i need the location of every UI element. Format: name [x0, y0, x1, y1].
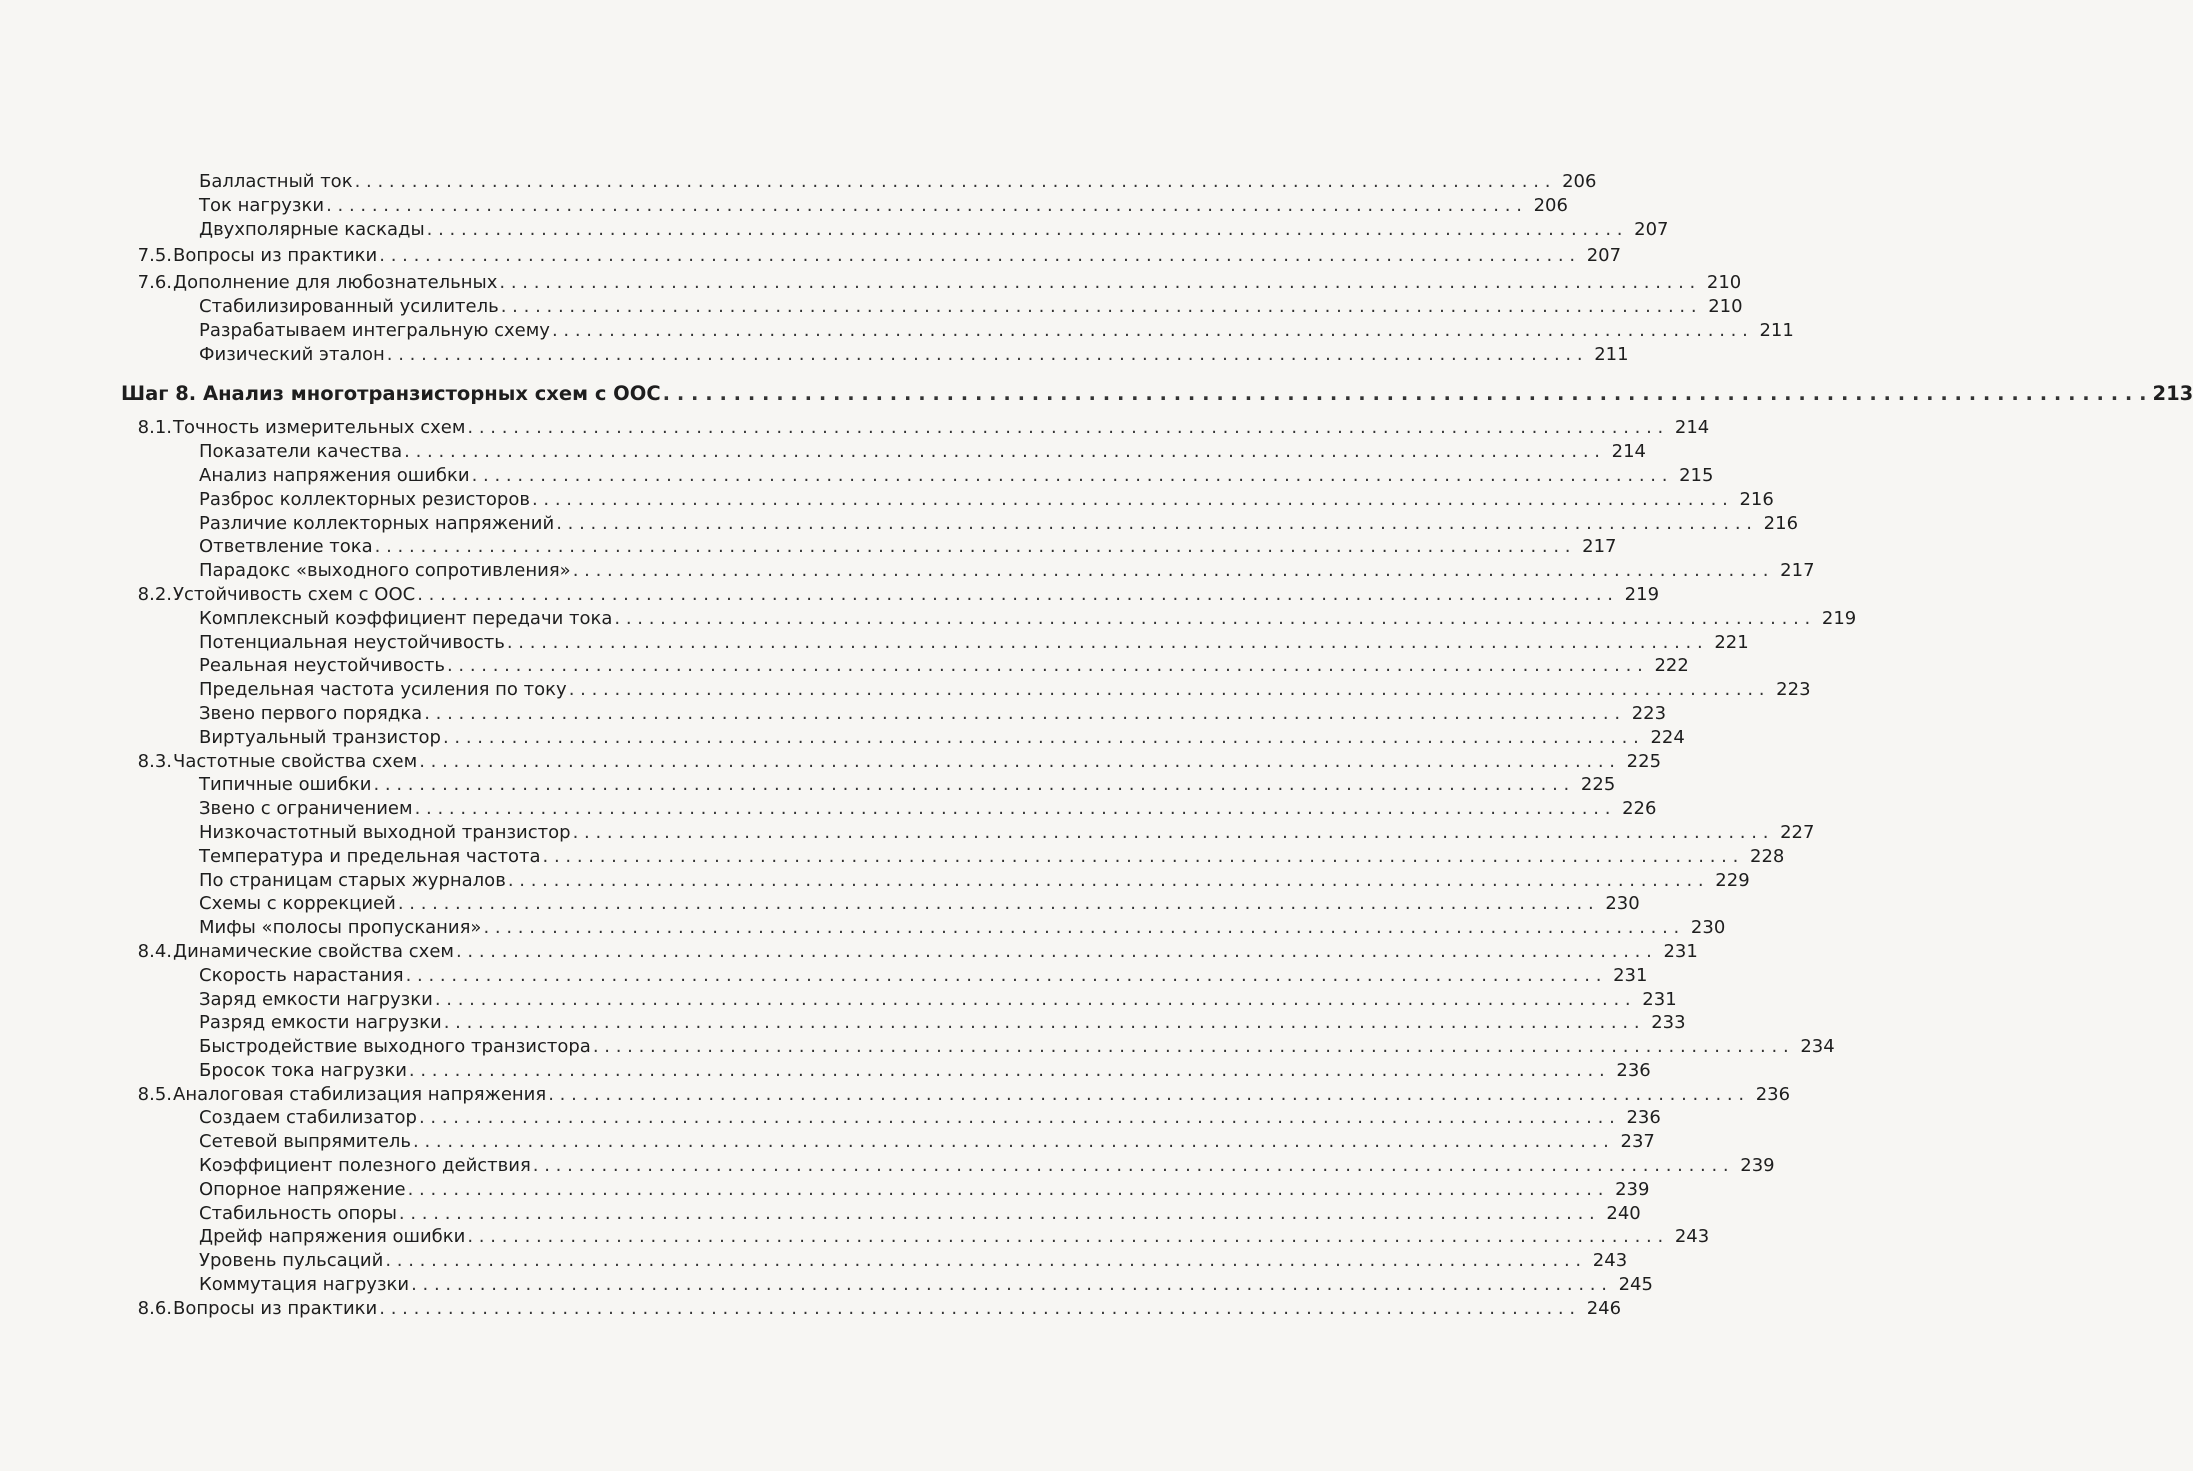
page-number: 231 — [1642, 988, 1677, 1010]
entry-title: Стабилизированный усилитель — [199, 295, 499, 317]
entry-title: Быстродействие выходного транзистора — [199, 1036, 591, 1058]
toc-section-entry — [120, 244, 1622, 268]
toc-section-entry — [120, 750, 1662, 774]
dot-leader — [417, 583, 1613, 607]
dot-leader — [467, 416, 1663, 440]
page-number: 207 — [1634, 218, 1669, 240]
toc-subsection-entry — [120, 845, 1785, 869]
dot-leader — [533, 1154, 1729, 1178]
entry-title: Типичные ошибки — [199, 774, 372, 796]
toc-subsection-entry — [120, 631, 1749, 655]
entry-title: Коэффициент полезного действия — [199, 1155, 531, 1177]
dot-leader — [398, 892, 1594, 916]
page-number: 206 — [1562, 171, 1597, 192]
page-number: 226 — [1622, 798, 1657, 820]
toc-subsection-entry — [120, 1273, 1653, 1297]
entry-title: Динамические свойства схем — [173, 940, 454, 962]
entry-title: Комплексный коэффициент передачи тока — [199, 607, 613, 629]
dot-leader — [552, 319, 1748, 343]
page-number: 216 — [1763, 512, 1799, 534]
entry-title: Показатели качества — [199, 441, 403, 463]
entry-title: Физический эталон — [199, 343, 385, 365]
entry-title: Бросок тока нагрузки — [199, 1059, 407, 1081]
toc-subsection-entry — [120, 916, 1726, 940]
entry-title: Реальная неустойчивость — [199, 655, 445, 677]
entry-title: Ток нагрузки — [199, 194, 325, 216]
dot-leader — [543, 845, 1739, 869]
dot-leader — [427, 218, 1623, 242]
section-number: 8.3. — [137, 750, 172, 772]
toc-subsection-entry — [120, 559, 1815, 583]
dot-leader — [419, 750, 1615, 774]
page-number: 217 — [1780, 560, 1815, 582]
dot-leader — [435, 988, 1631, 1012]
dot-leader — [548, 1083, 1744, 1107]
toc-subsection-entry — [120, 343, 1629, 367]
entry-title: Температура и предельная частота — [199, 845, 541, 867]
toc-subsection-entry — [120, 1059, 1651, 1083]
entry-title: Заряд емкости нагрузки — [199, 988, 433, 1010]
toc-subsection-entry — [120, 440, 1647, 464]
entry-title: Балластный ток — [199, 171, 353, 192]
entry-title: Звено первого порядка — [199, 702, 423, 724]
page-number: 207 — [1586, 245, 1622, 267]
toc-subsection-entry — [120, 295, 1743, 319]
entry-title: Анализ напряжения ошибки — [199, 464, 470, 486]
dot-leader — [573, 559, 1769, 583]
page-number: 236 — [1755, 1083, 1791, 1105]
entry-title: Разряд емкости нагрузки — [199, 1012, 442, 1034]
section-number: 8.2. — [137, 583, 172, 605]
toc-subsection-entry — [120, 797, 1657, 821]
toc-section-entry — [120, 1297, 1622, 1321]
page-number: 243 — [1674, 1226, 1710, 1248]
page-number: 237 — [1620, 1131, 1655, 1153]
dot-leader — [406, 964, 1602, 988]
section-number: 8.5. — [137, 1083, 172, 1105]
page-number: 206 — [1533, 194, 1568, 216]
entry-title: Потенциальная неустойчивость — [199, 631, 505, 653]
page-number: 223 — [1776, 679, 1811, 701]
toc-section-entry — [120, 583, 1660, 607]
dot-leader — [483, 916, 1679, 940]
toc-section-entry — [120, 271, 1742, 295]
section-number: 8.1. — [137, 417, 172, 439]
toc-subsection-entry — [120, 607, 1857, 631]
entry-title: Частотные свойства схем — [173, 750, 418, 772]
toc-subsection-entry — [120, 988, 1677, 1012]
page-number: 214 — [1674, 417, 1710, 439]
page-number: 236 — [1626, 1107, 1661, 1129]
toc-subsection-entry — [120, 678, 1811, 702]
dot-leader — [413, 1130, 1609, 1154]
page-number: 221 — [1714, 631, 1749, 653]
toc-subsection-entry — [120, 964, 1648, 988]
toc-section-entry — [120, 940, 1698, 964]
dot-leader — [467, 1225, 1663, 1249]
toc-section-entry — [120, 416, 1710, 440]
page-number: 211 — [1759, 319, 1794, 341]
dot-leader — [663, 378, 2147, 410]
dot-leader — [447, 654, 1643, 678]
page-number: 223 — [1631, 702, 1667, 724]
dot-leader — [444, 1011, 1640, 1035]
dot-leader — [593, 1035, 1789, 1059]
dot-leader — [355, 170, 1551, 194]
page-number: 210 — [1708, 295, 1743, 317]
entry-title: По страницам старых журналов — [199, 869, 506, 891]
entry-title: Разрабатываем интегральную схему — [199, 319, 550, 341]
entry-title: Шаг 8. Анализ многотранзисторных схем с ООС — [121, 382, 661, 406]
page-number: 245 — [1618, 1274, 1653, 1296]
page-number: 231 — [1663, 940, 1698, 962]
entry-title: Предельная частота усиления по току — [199, 679, 567, 701]
entry-title: Вопросы из практики — [173, 1297, 378, 1319]
entry-title: Двухполярные каскады — [199, 218, 425, 240]
page-number: 230 — [1605, 893, 1640, 915]
toc-subsection-entry — [120, 773, 1616, 797]
entry-title: Виртуальный транзистор — [199, 726, 441, 748]
dot-leader — [443, 726, 1639, 750]
entry-title: Дополнение для любознательных — [173, 272, 498, 294]
page-number: 243 — [1592, 1250, 1628, 1272]
entry-title: Дрейф напряжения ошибки — [199, 1226, 466, 1248]
toc-subsection-entry — [120, 869, 1750, 893]
toc-subsection-entry — [120, 218, 1669, 242]
page-number: 239 — [1740, 1155, 1775, 1177]
entry-title: Опорное напряжение — [199, 1178, 406, 1200]
page-number: 228 — [1750, 845, 1785, 867]
dot-leader — [379, 244, 1575, 268]
entry-title: Коммутация нагрузки — [199, 1274, 410, 1296]
dot-leader — [408, 1178, 1604, 1202]
dot-leader — [456, 940, 1652, 964]
dot-leader — [614, 607, 1810, 631]
dot-leader — [472, 464, 1668, 488]
page-number: 213 — [2152, 382, 2193, 406]
dot-leader — [508, 869, 1704, 893]
page-number: 246 — [1586, 1297, 1622, 1319]
section-number: 8.4. — [137, 940, 172, 962]
dot-leader — [404, 440, 1600, 464]
dot-leader — [424, 702, 1620, 726]
page-number: 240 — [1606, 1202, 1641, 1224]
dot-leader — [415, 797, 1611, 821]
toc-subsection-entry — [120, 1225, 1710, 1249]
dot-leader — [419, 1106, 1615, 1130]
entry-title: Сетевой выпрямитель — [199, 1131, 412, 1153]
page-number: 219 — [1821, 607, 1857, 629]
toc-subsection-entry — [120, 892, 1640, 916]
entry-title: Схемы с коррекцией — [199, 893, 396, 915]
dot-leader — [573, 821, 1769, 845]
toc-subsection-entry — [120, 464, 1714, 488]
entry-title: Разброс коллекторных резисторов — [199, 488, 530, 510]
entry-title: Скорость нарастания — [199, 964, 404, 986]
dot-leader — [387, 343, 1583, 367]
page-number: 219 — [1624, 583, 1660, 605]
dot-leader — [326, 194, 1522, 218]
entry-title: Ответвление тока — [199, 536, 373, 558]
toc-subsection-entry — [120, 1249, 1628, 1273]
page-number: 214 — [1611, 441, 1647, 463]
page-number: 230 — [1690, 917, 1726, 939]
page-number: 215 — [1679, 464, 1714, 486]
entry-title: Парадокс «выходного сопротивления» — [199, 560, 571, 582]
toc-subsection-entry — [120, 1178, 1650, 1202]
page-number: 225 — [1626, 750, 1662, 772]
toc-subsection-entry — [120, 1035, 1835, 1059]
toc-subsection-entry — [120, 726, 1685, 750]
entry-title: Стабильность опоры — [199, 1202, 397, 1224]
entry-title: Точность измерительных схем — [173, 417, 466, 439]
toc-subsection-entry — [120, 194, 1568, 218]
toc-section-entry — [120, 1083, 1791, 1107]
page-number: 239 — [1615, 1178, 1650, 1200]
page-number: 233 — [1651, 1012, 1686, 1034]
toc-subsection-entry — [120, 821, 1815, 845]
toc-chapter-entry — [120, 378, 2193, 410]
dot-leader — [411, 1273, 1607, 1297]
dot-leader — [569, 678, 1765, 702]
entry-title: Создаем стабилизатор — [199, 1107, 417, 1129]
dot-leader — [379, 1297, 1575, 1321]
page-number: 225 — [1580, 774, 1616, 796]
page-number: 224 — [1650, 726, 1685, 748]
toc-subsection-entry — [120, 1011, 1686, 1035]
page-number: 211 — [1594, 343, 1629, 365]
page-number: 227 — [1780, 821, 1815, 843]
section-number: 7.5. — [137, 245, 172, 267]
dot-leader — [532, 488, 1728, 512]
dot-leader — [556, 512, 1752, 536]
toc-subsection-entry — [120, 170, 1597, 194]
page-number: 222 — [1654, 655, 1689, 677]
page-number: 217 — [1582, 536, 1617, 558]
dot-leader — [499, 271, 1695, 295]
entry-title: Уровень пульсаций — [199, 1250, 384, 1272]
dot-leader — [385, 1249, 1581, 1273]
toc-subsection-entry — [120, 535, 1617, 559]
dot-leader — [409, 1059, 1605, 1083]
page-number: 229 — [1715, 869, 1750, 891]
table-of-contents — [120, 170, 2193, 1321]
toc-subsection-entry — [120, 1130, 1655, 1154]
entry-title: Аналоговая стабилизация напряжения — [173, 1083, 547, 1105]
page-number: 216 — [1739, 488, 1774, 510]
dot-leader — [501, 295, 1697, 319]
toc-subsection-entry — [120, 1154, 1775, 1178]
page-number: 231 — [1613, 964, 1648, 986]
toc-subsection-entry — [120, 702, 1667, 726]
entry-title: Низкочастотный выходной транзистор — [199, 821, 571, 843]
dot-leader — [399, 1202, 1595, 1226]
entry-title: Вопросы из практики — [173, 245, 378, 267]
entry-title: Различие коллекторных напряжений — [199, 512, 555, 534]
entry-title: Мифы «полосы пропускания» — [199, 917, 482, 939]
toc-subsection-entry — [120, 488, 1774, 512]
toc-subsection-entry — [120, 1106, 1661, 1130]
toc-subsection-entry — [120, 1202, 1641, 1226]
dot-leader — [507, 631, 1703, 655]
toc-subsection-entry — [120, 319, 1794, 343]
dot-leader — [373, 773, 1569, 797]
entry-title: Звено с ограничением — [199, 798, 413, 820]
section-number: 8.6. — [137, 1297, 172, 1319]
page-number: 210 — [1706, 272, 1742, 294]
dot-leader — [375, 535, 1571, 559]
section-number: 7.6. — [137, 272, 172, 294]
toc-subsection-entry — [120, 512, 1799, 536]
entry-title: Устойчивость схем с ООС — [173, 583, 416, 605]
toc-subsection-entry — [120, 654, 1689, 678]
page-number: 234 — [1800, 1036, 1835, 1058]
page-number: 236 — [1616, 1059, 1651, 1081]
